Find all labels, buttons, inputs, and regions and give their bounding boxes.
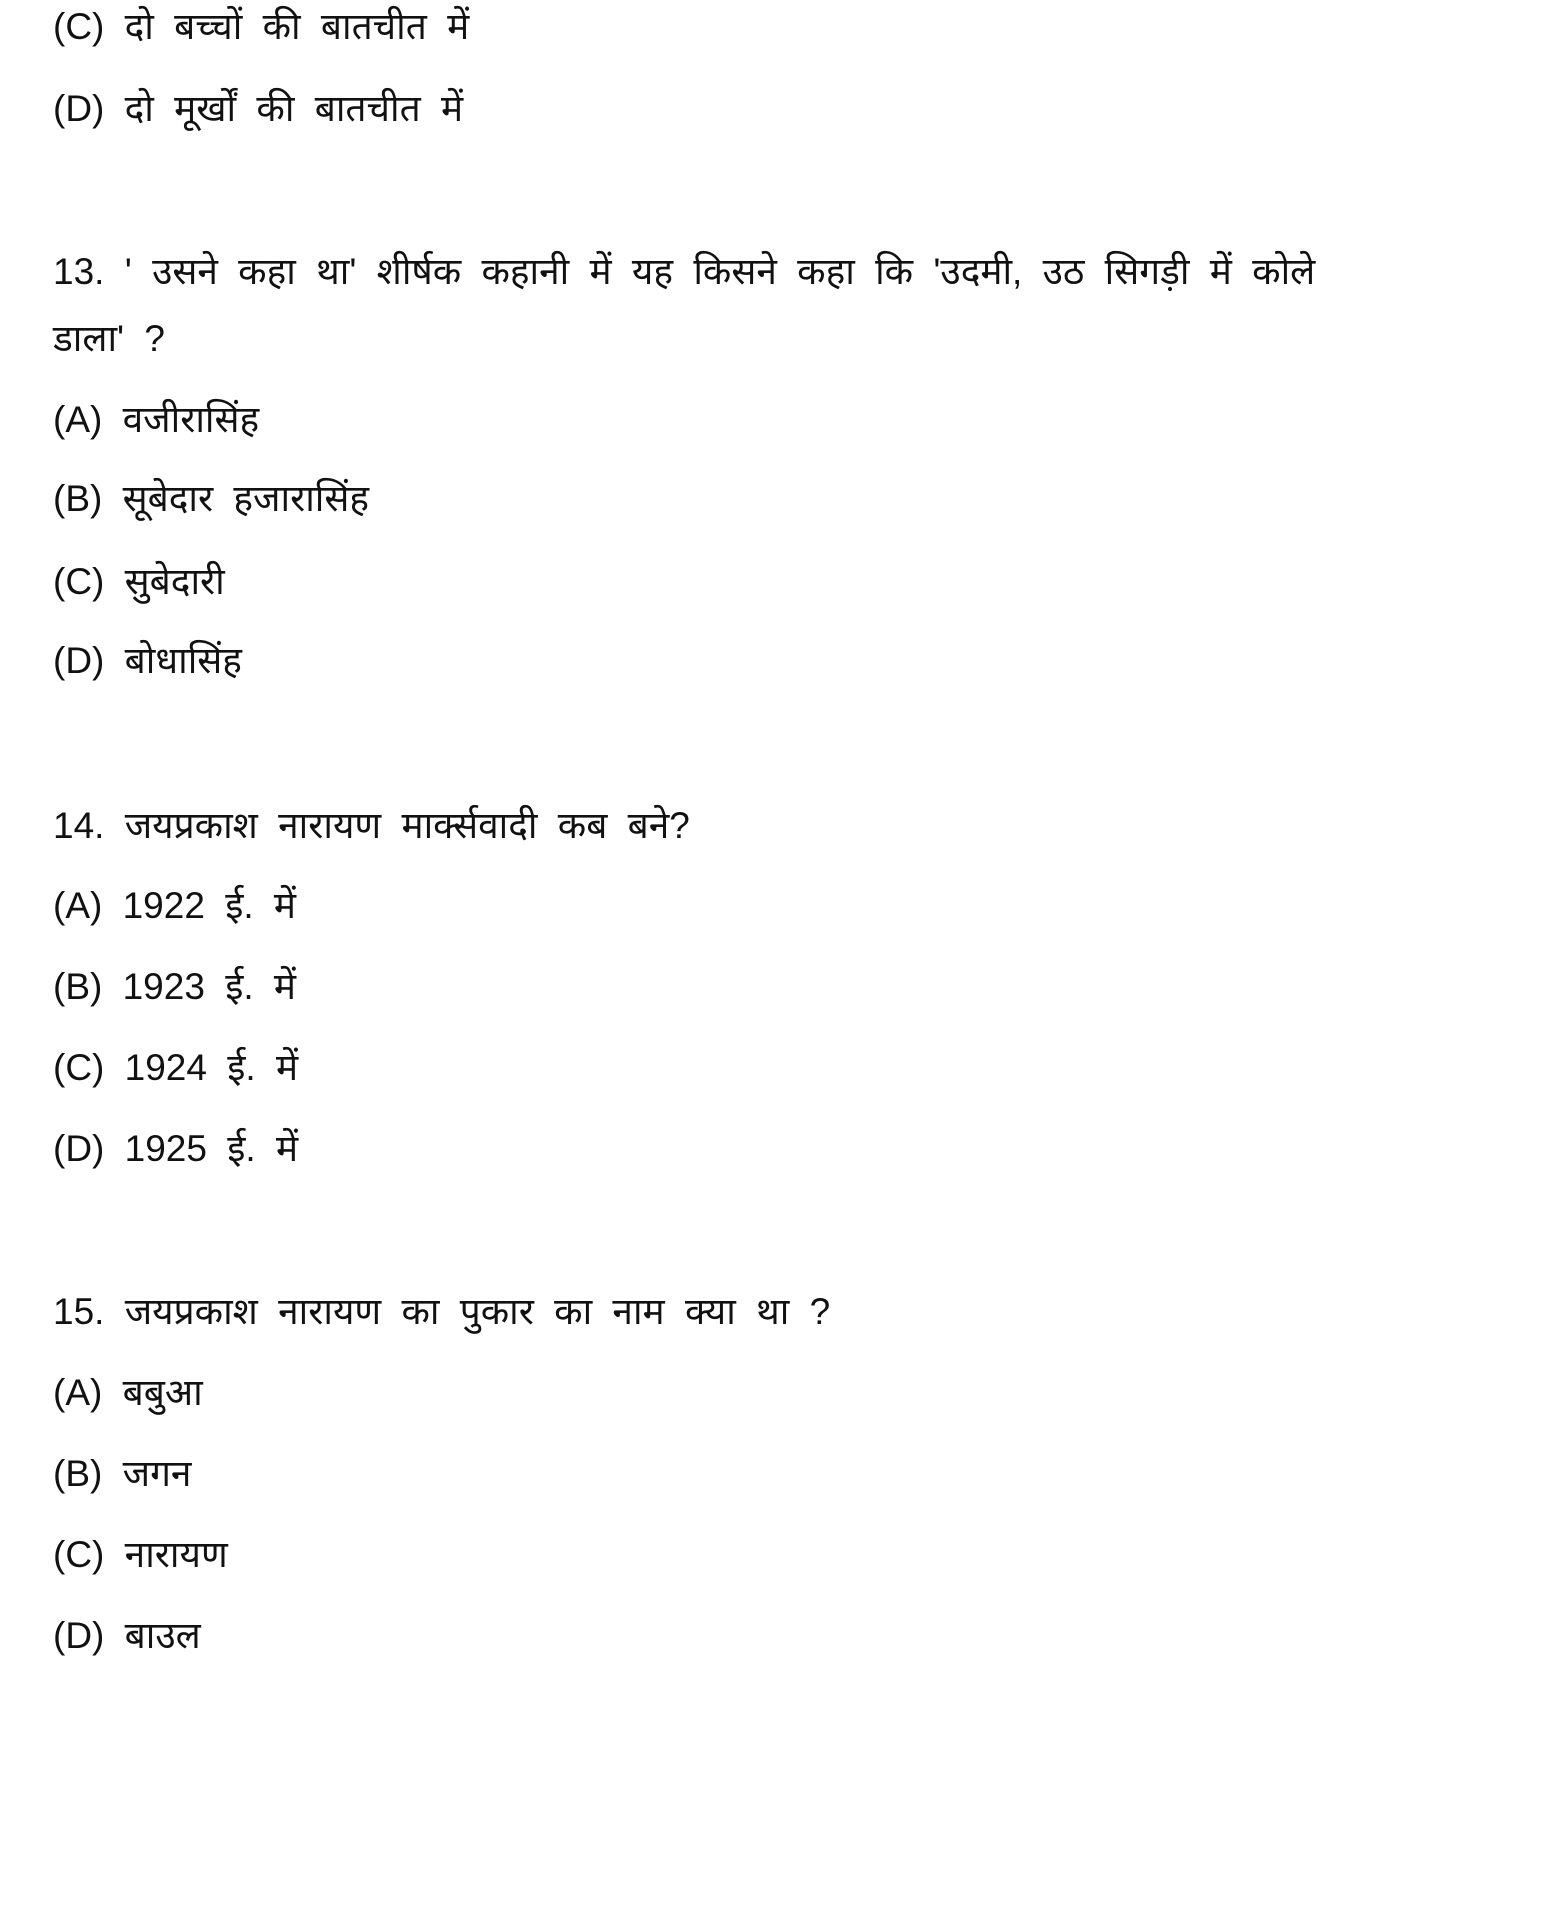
option-text: नारायण <box>124 1534 228 1575</box>
option-label: (B) <box>53 1453 103 1494</box>
question-text <box>53 804 690 848</box>
option-label: (D) <box>53 640 105 681</box>
option-b <box>53 477 369 521</box>
question-text <box>53 250 1315 294</box>
question-text <box>53 1290 830 1334</box>
option-d <box>53 1127 298 1171</box>
option-text: दो बच्चों की बातचीत में <box>124 6 470 47</box>
option-label: (A) <box>53 885 103 926</box>
option-label: (D) <box>53 88 105 129</box>
option-label: (A) <box>53 1372 103 1413</box>
option-label: (C) <box>53 561 105 602</box>
option-a <box>53 884 296 928</box>
option-d <box>53 1614 201 1658</box>
option-text: 1922 ई. में <box>122 885 297 926</box>
option-c <box>53 1046 298 1090</box>
prev-option-d <box>53 87 463 131</box>
question-number: 15. <box>53 1291 105 1332</box>
option-text: बोधासिंह <box>124 640 242 681</box>
option-label: (D) <box>53 1128 105 1169</box>
question-text-cont: डाला' ? <box>53 318 165 359</box>
option-c <box>53 1533 228 1577</box>
option-label: (C) <box>53 1047 105 1088</box>
option-label: (B) <box>53 966 103 1007</box>
option-text: दो मूर्खों की बातचीत में <box>124 88 464 129</box>
question-number: 14. <box>53 805 105 846</box>
option-a <box>53 398 259 442</box>
option-text: सुबेदारी <box>124 561 225 602</box>
question-line: जयप्रकाश नारायण का पुकार का नाम क्या था ? <box>124 1291 831 1332</box>
option-text: सूबेदार हजारासिंह <box>122 478 370 519</box>
option-label: (C) <box>53 6 105 47</box>
question-line: ' उसने कहा था' शीर्षक कहानी में यह किसने कहा कि 'उदमी, उठ सिगड़ी में कोले <box>124 251 1316 292</box>
option-text: वजीरासिंह <box>122 399 260 440</box>
option-text: 1924 ई. में <box>124 1047 299 1088</box>
option-text: 1923 ई. में <box>122 966 297 1007</box>
option-label: (B) <box>53 478 103 519</box>
option-label: (D) <box>53 1615 105 1656</box>
option-c <box>53 560 225 604</box>
question-number: 13. <box>53 251 105 292</box>
option-text: जगन <box>122 1453 192 1494</box>
option-text: बबुआ <box>122 1372 203 1413</box>
prev-option-c <box>53 5 469 49</box>
option-label: (A) <box>53 399 103 440</box>
option-text: 1925 ई. में <box>124 1128 299 1169</box>
option-b <box>53 965 296 1009</box>
option-label: (C) <box>53 1534 105 1575</box>
option-d <box>53 639 242 683</box>
option-text: बाउल <box>124 1615 201 1656</box>
option-a <box>53 1371 203 1415</box>
question-line: जयप्रकाश नारायण मार्क्सवादी कब बने? <box>124 805 690 846</box>
option-b <box>53 1452 191 1496</box>
